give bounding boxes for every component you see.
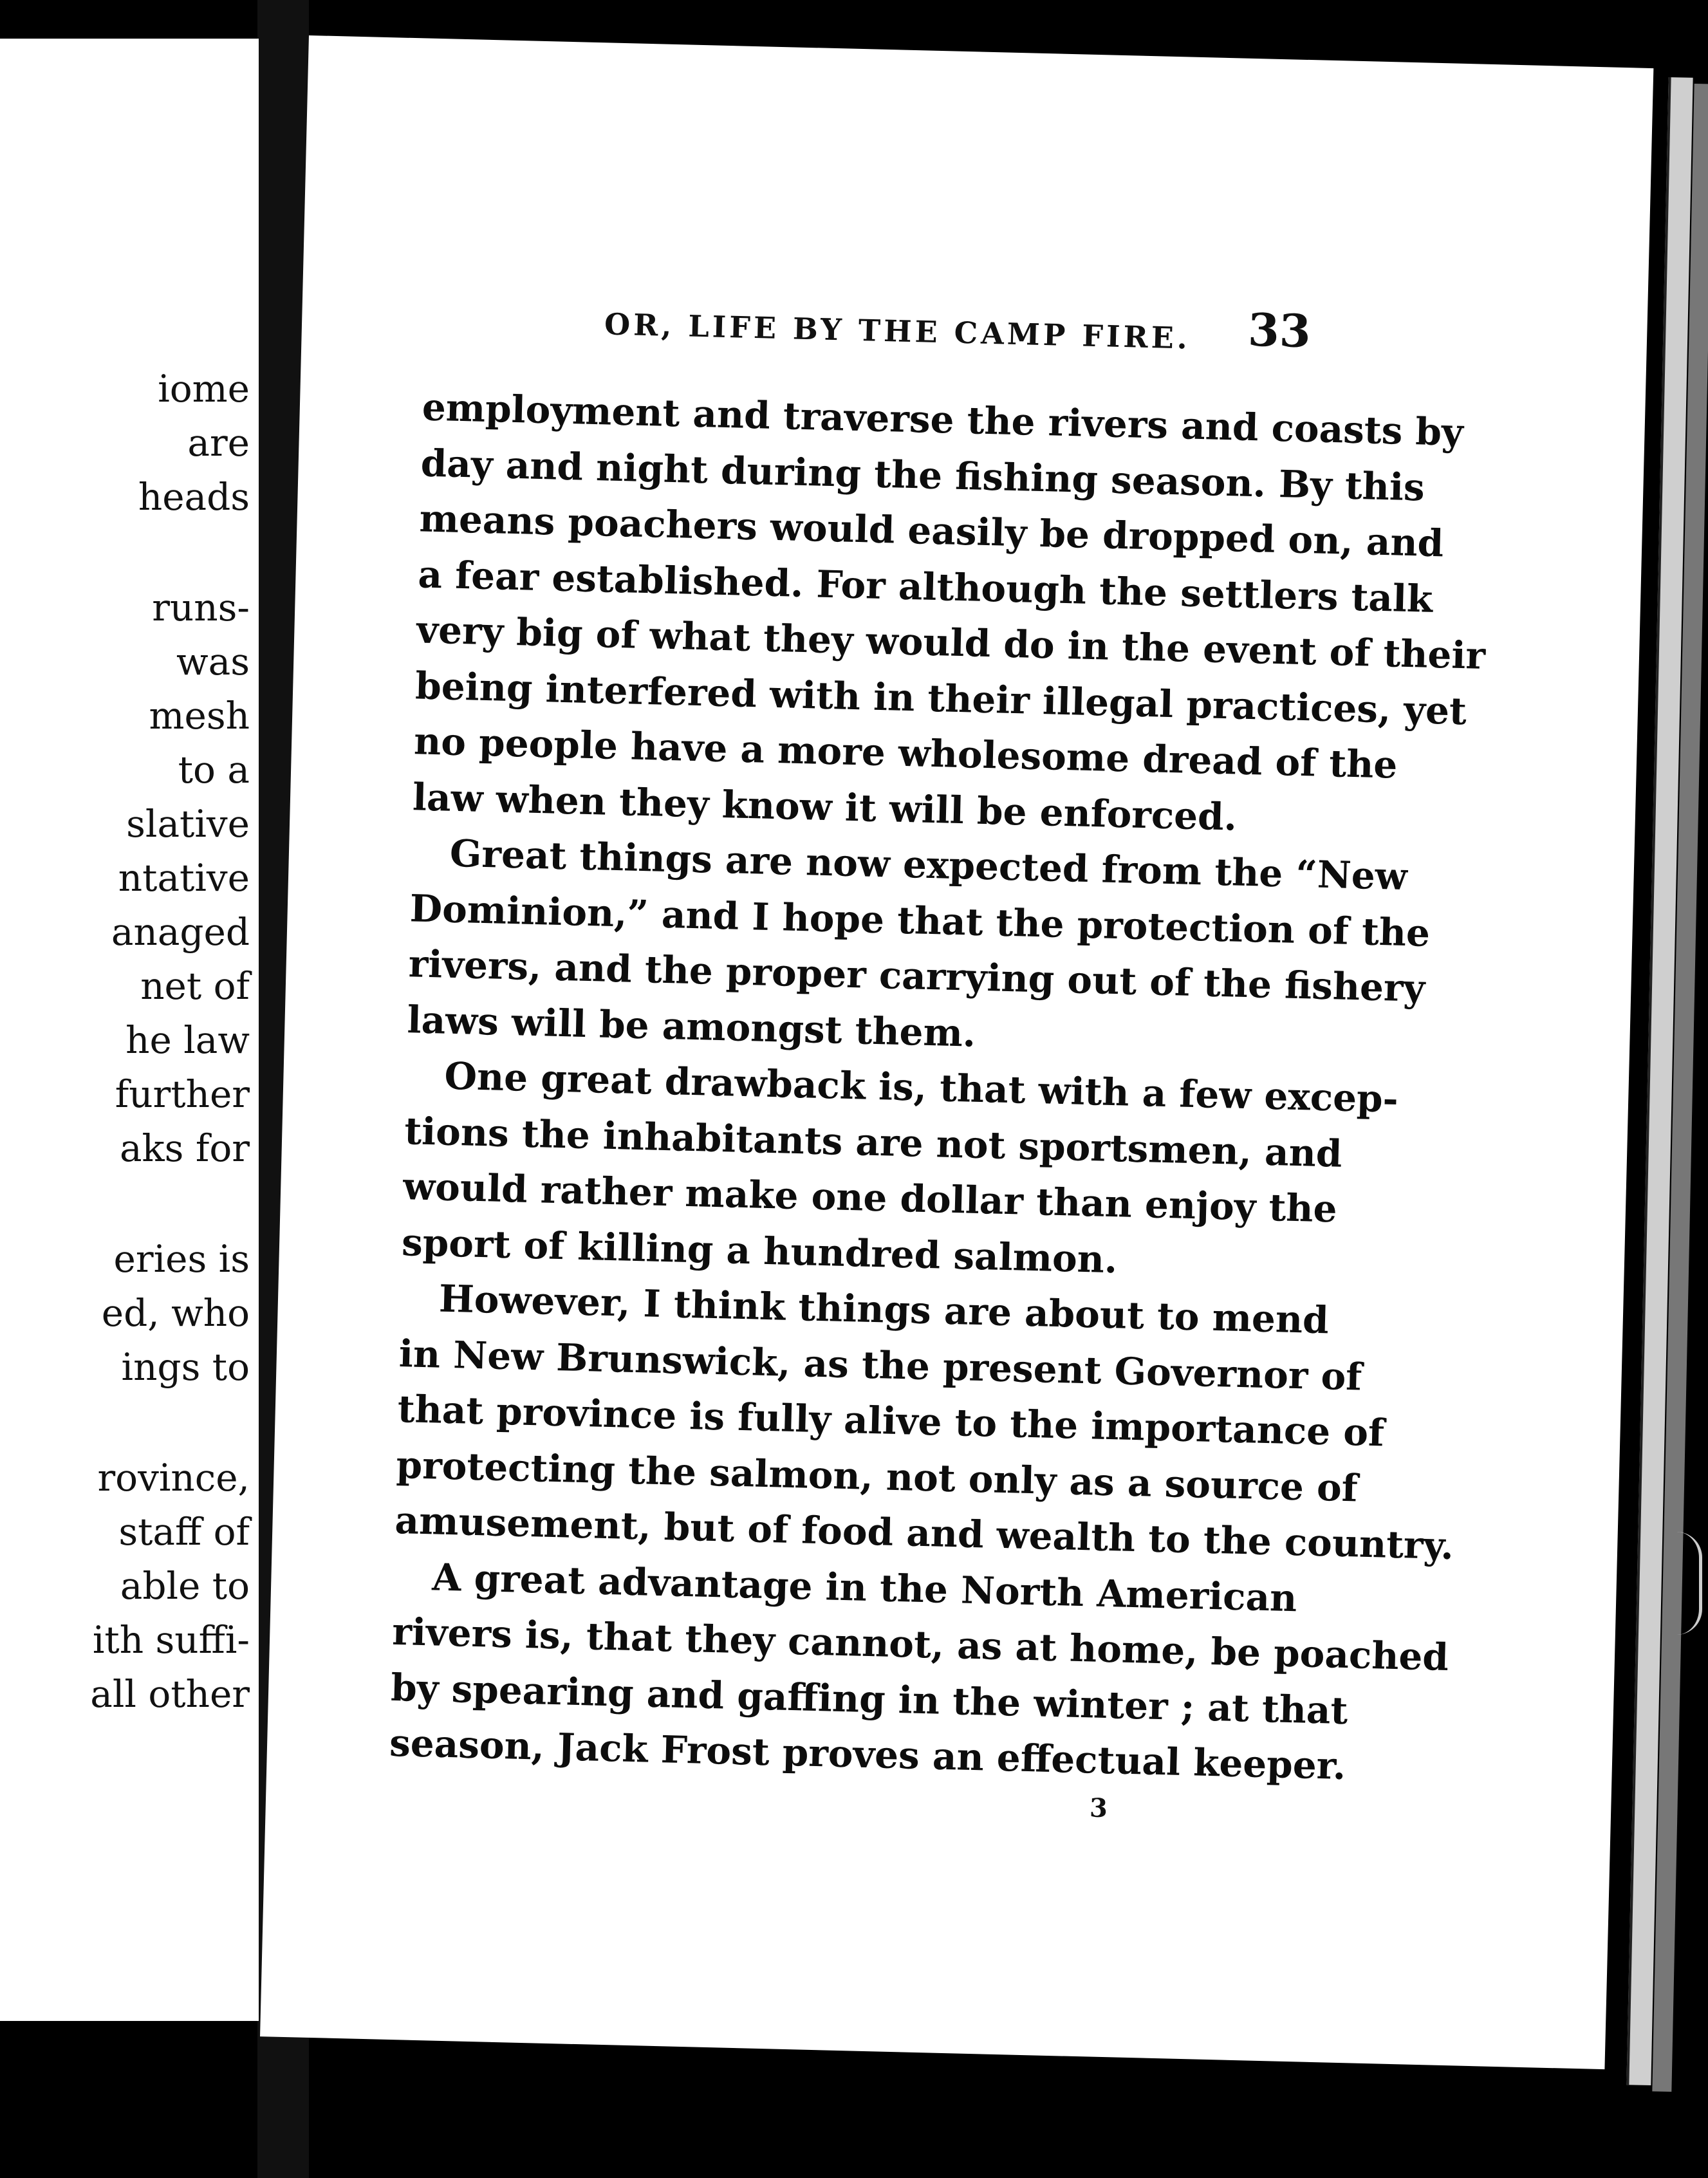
- left-page-line: ith suffi-: [92, 1618, 250, 1662]
- text-line: sport of killing a hundred salmon.: [401, 1220, 1118, 1281]
- text-line: in New Brunswick, as the present Governor of: [398, 1331, 1363, 1399]
- signature-mark: 3: [1089, 1792, 1108, 1824]
- text-line: law when they know it will be enforced.: [412, 774, 1238, 839]
- text-line: One great drawback is, that with a few excep-: [443, 1054, 1399, 1121]
- text-line: no people have a more wholesome dread of the: [413, 719, 1398, 787]
- body-text: [389, 379, 1486, 1791]
- left-page-line: slative: [126, 802, 250, 846]
- text-line: Great things are now expected from the “New: [449, 831, 1408, 899]
- left-page-line: runs-: [152, 586, 250, 629]
- text-line: very big of what they would do in the event of their: [416, 608, 1486, 678]
- left-page-line: eries is: [113, 1237, 250, 1281]
- text-line: rivers, and the proper carrying out of the fishery: [407, 942, 1426, 1010]
- text-line: laws will be amongst them.: [406, 997, 976, 1056]
- text-line: rivers is, that they cannot, as at home, be poached: [391, 1609, 1449, 1680]
- text-line: However, I think things are about to mend: [438, 1276, 1330, 1343]
- left-page-line: ed, who: [101, 1291, 250, 1335]
- text-line: that province is fully alive to the importance of: [397, 1387, 1385, 1455]
- left-page-line: aks for: [119, 1126, 250, 1170]
- left-page-line: to a: [178, 748, 250, 792]
- text-line: a fear established. For although the settlers talk: [417, 552, 1434, 621]
- text-line: protecting the salmon, not only as a source of: [395, 1442, 1359, 1510]
- left-page-line: net of: [140, 964, 250, 1008]
- left-page-line: iome: [158, 367, 250, 411]
- text-line: A great advantage in the North American: [431, 1554, 1298, 1620]
- left-page-line: staff of: [118, 1510, 250, 1554]
- left-page-line: was: [176, 640, 250, 684]
- left-page-line: he law: [125, 1018, 250, 1062]
- left-page-line: mesh: [149, 694, 250, 738]
- scan-artifact: [1673, 1532, 1702, 1635]
- left-page-line: ntative: [118, 856, 250, 900]
- text-line: Dominion,” and I hope that the protection of the: [409, 886, 1431, 955]
- left-page-line: anaged: [111, 910, 250, 954]
- right-page: [260, 35, 1653, 2069]
- text-line: day and night during the fishing season. By this: [420, 440, 1425, 510]
- left-page-line: ings to: [121, 1345, 250, 1389]
- left-page: [0, 39, 259, 2021]
- text-line: employment and traverse the rivers and coasts by: [422, 385, 1464, 454]
- left-page-line: are: [187, 421, 250, 465]
- text-line: means poachers would easily be dropped on, and: [418, 496, 1444, 566]
- text-line: season, Jack Frost proves an effectual keeper.: [389, 1720, 1346, 1789]
- left-page-line: all other: [90, 1672, 250, 1716]
- left-page-line: further: [115, 1072, 250, 1116]
- left-page-line: heads: [138, 475, 250, 519]
- text-line: tions the inhabitants are not sportsmen, and: [404, 1108, 1343, 1176]
- text-line: amusement, but of food and wealth to the country.: [394, 1498, 1454, 1568]
- page-number: 33: [1247, 302, 1312, 358]
- text-line: being interfered with in their illegal practices, yet: [414, 663, 1467, 733]
- left-page-line: able to: [120, 1564, 250, 1608]
- text-line: would rather make one dollar than enjoy the: [402, 1164, 1338, 1231]
- running-head: OR, LIFE BY THE CAMP FIRE.: [604, 306, 1191, 356]
- text-line: by spearing and gaffing in the winter ; at that: [390, 1665, 1349, 1733]
- left-page-line: rovince,: [97, 1456, 250, 1500]
